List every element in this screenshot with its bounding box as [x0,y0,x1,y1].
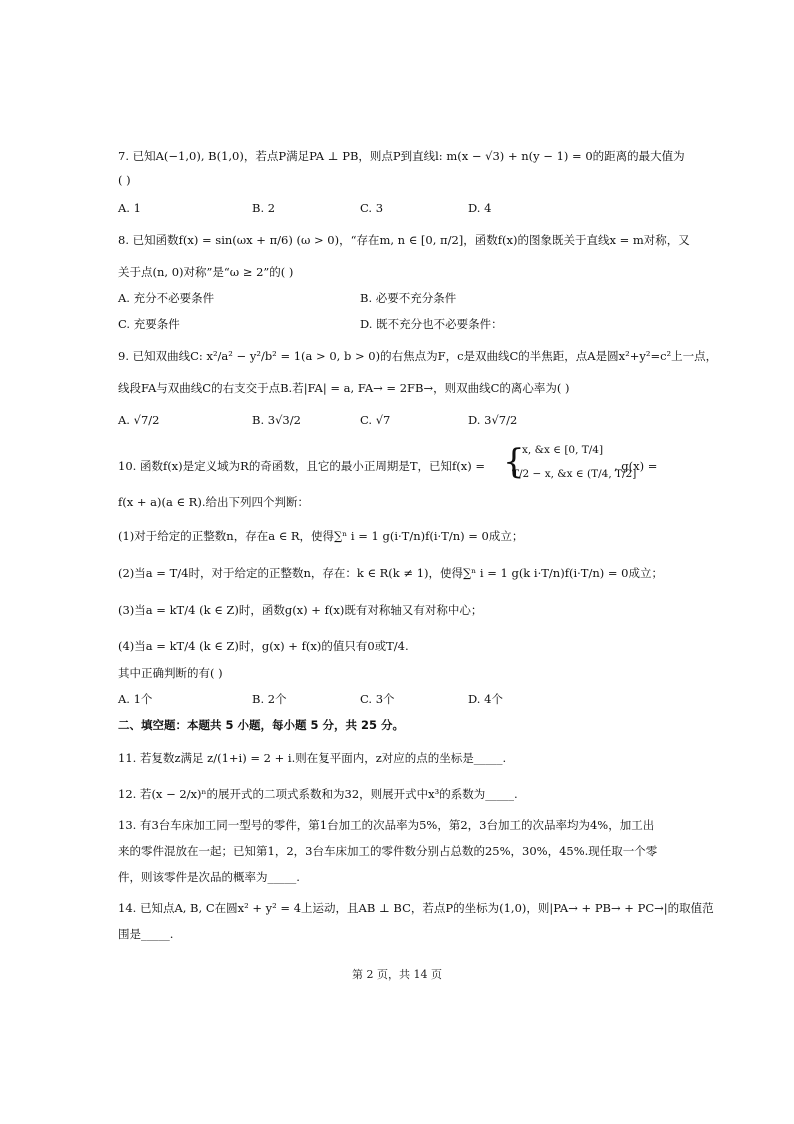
q9-option-a: A. √7/2 [118,413,160,427]
q7-option-b: B. 2 [252,201,276,215]
q10-option-d: D. 4个 [468,692,503,706]
q8-stem-line2: 关于点(n, 0)对称”是“ω ≥ 2”的( ) [118,265,294,279]
q10-option-b: B. 2个 [252,692,287,706]
q9-option-c: C. √7 [360,413,391,427]
q13-stem-line1: 13. 有3台车床加工同一型号的零件，第1台加工的次品率为5%，第2，3台加工的次品率均为4%，加工出 [118,818,655,832]
q10-stem-line2: f(x + a)(a ∈ R).给出下列四个判断： [118,495,309,509]
q13-stem-line2: 来的零件混放在一起；已知第1，2，3台车床加工的零件数分别占总数的25%，30%，45%.现任取一个零 [118,844,658,858]
q8-option-d: D. 既不充分也不必要条件： [360,317,503,331]
q10-piecewise-case1: x, &x ∈ [0, T/4] [522,444,604,456]
q7-option-a: A. 1 [118,201,141,215]
page-footer: 第 2 页，共 14 页 [352,968,442,981]
q7-option-c: C. 3 [360,201,384,215]
q10-judgement-2: (2)当a = T/4时，对于给定的正整数n，存在：k ∈ R(k ≠ 1)，使得∑ⁿ i = 1 g(k i·T/n)f(i·T/n) = 0成立； [118,566,663,580]
q12-stem: 12. 若(x − 2/x)ⁿ的展开式的二项式系数和为32，则展开式中x³的系数为_____. [118,787,518,801]
q10-stem-line1: 10. 函数f(x)是定义域为R的奇函数，且它的最小正周期是T，已知f(x) = [118,459,485,473]
q10-judgement-1: (1)对于给定的正整数n，存在a ∈ R，使得∑ⁿ i = 1 g(i·T/n)f(i·T/n) = 0成立； [118,529,524,543]
q10-judgement-3: (3)当a = kT/4 (k ∈ Z)时，函数g(x) + f(x)既有对称轴又有对称中心； [118,603,483,617]
q7-option-d: D. 4 [468,201,492,215]
q10-stem-tail: , g(x) = [614,459,658,473]
q10-question: 其中正确判断的有( ) [118,666,223,680]
q13-stem-line3: 件，则该零件是次品的概率为_____. [118,870,300,884]
q8-option-c: C. 充要条件 [118,317,180,331]
q8-stem-line1: 8. 已知函数f(x) = sin(ωx + π/6) (ω > 0)，“存在m, n ∈ [0, π/2]，函数f(x)的图象既关于直线x = m对称，又 [118,233,690,247]
q10-piecewise-brace: { [503,442,525,482]
q10-option-a: A. 1个 [118,692,153,706]
q7-stem-line2: ( ) [118,173,131,187]
q8-option-b: B. 必要不充分条件 [360,291,457,305]
q9-option-d: D. 3√7/2 [468,413,518,427]
q10-option-c: C. 3个 [360,692,395,706]
q9-stem-line2: 线段FA与双曲线C的右支交于点B.若|FA| = a, FA→ = 2FB→，则双曲线C的离心率为( ) [118,381,570,395]
q9-stem-line1: 9. 已知双曲线C: x²/a² − y²/b² = 1(a > 0, b > 0)的右焦点为F，c是双曲线C的半焦距，点A是圆x²+y²=c²上一点， [118,349,718,363]
q7-stem-line1: 7. 已知A(−1,0), B(1,0)，若点P满足PA ⊥ PB，则点P到直线l: m(x − √3) + n(y − 1) = 0的距离的最大值为 [118,149,685,163]
q8-option-a: A. 充分不必要条件 [118,291,215,305]
q14-stem-line2: 围是_____. [118,927,174,941]
q14-stem-line1: 14. 已知点A, B, C在圆x² + y² = 4上运动，且AB ⊥ BC，若点P的坐标为(1,0)，则|PA→ + PB→ + PC→|的取值范 [118,901,714,915]
q11-stem: 11. 若复数z满足 z/(1+i) = 2 + i.则在复平面内，z对应的点的坐标是_____. [118,751,507,765]
q10-piecewise-case2: T/2 − x, &x ∈ (T/4, T/2] [512,468,637,480]
q10-judgement-4: (4)当a = kT/4 (k ∈ Z)时，g(x) + f(x)的值只有0或T/4. [118,639,409,653]
section-2-title: 二、填空题：本题共 5 小题，每小题 5 分，共 25 分。 [118,718,405,732]
q9-option-b: B. 3√3/2 [252,413,301,427]
